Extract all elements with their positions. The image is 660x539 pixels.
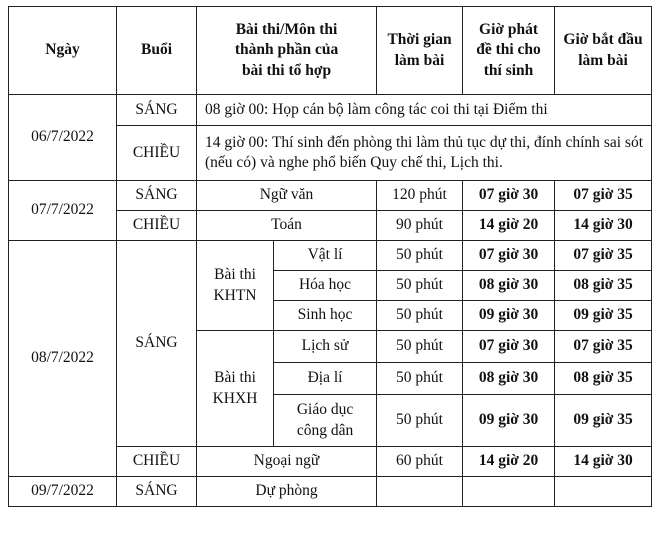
distribution-time-cell: 09 giờ 30 <box>463 301 555 331</box>
exam-schedule-table <box>8 6 652 507</box>
distribution-time-cell: 14 giờ 20 <box>463 211 555 241</box>
date-cell: 07/7/2022 <box>9 181 117 241</box>
date-cell: 09/7/2022 <box>9 477 117 507</box>
header-row <box>9 7 652 95</box>
start-time-cell <box>555 477 652 507</box>
session-cell: CHIỀU <box>117 211 197 241</box>
session-cell: SÁNG <box>117 477 197 507</box>
distribution-time-cell: 08 giờ 30 <box>463 271 555 301</box>
header-subject: Bài thi/Môn thi thành phần của bài thi tổ hợp <box>197 7 377 95</box>
distribution-time-cell: 07 giờ 30 <box>463 331 555 363</box>
subject-cell: Toán <box>197 211 377 241</box>
session-cell: SÁNG <box>117 95 197 126</box>
session-cell: CHIỀU <box>117 126 197 181</box>
header-start-time: Giờ bắt đầu làm bài <box>555 7 652 95</box>
start-time-cell: 07 giờ 35 <box>555 181 652 211</box>
duration-cell: 50 phút <box>377 363 463 395</box>
start-time-cell: 14 giờ 30 <box>555 447 652 477</box>
duration-cell: 90 phút <box>377 211 463 241</box>
distribution-time-cell: 07 giờ 30 <box>463 181 555 211</box>
date-cell: 06/7/2022 <box>9 95 117 181</box>
header-date: Ngày <box>9 7 117 95</box>
distribution-time-cell: 14 giờ 20 <box>463 447 555 477</box>
duration-cell: 50 phút <box>377 331 463 363</box>
distribution-time-cell <box>463 477 555 507</box>
start-time-cell: 07 giờ 35 <box>555 241 652 271</box>
table-row <box>9 181 652 211</box>
combo-exam-cell: Bài thi KHXH <box>197 331 274 447</box>
header-distribution-time: Giờ phát đề thi cho thí sinh <box>463 7 555 95</box>
duration-cell <box>377 477 463 507</box>
duration-cell: 50 phút <box>377 241 463 271</box>
duration-cell: 60 phút <box>377 447 463 477</box>
header-duration: Thời gian làm bài <box>377 7 463 95</box>
duration-cell: 120 phút <box>377 181 463 211</box>
duration-cell: 50 phút <box>377 395 463 447</box>
subject-cell: Dự phòng <box>197 477 377 507</box>
session-cell: SÁNG <box>117 241 197 447</box>
start-time-cell: 08 giờ 35 <box>555 271 652 301</box>
start-time-cell: 09 giờ 35 <box>555 395 652 447</box>
session-cell: SÁNG <box>117 181 197 211</box>
session-cell: CHIỀU <box>117 447 197 477</box>
combo-exam-cell: Bài thi KHTN <box>197 241 274 331</box>
distribution-time-cell: 08 giờ 30 <box>463 363 555 395</box>
start-time-cell: 09 giờ 35 <box>555 301 652 331</box>
subject-cell: Ngữ văn <box>197 181 377 211</box>
subject-cell: Hóa học <box>274 271 377 301</box>
start-time-cell: 14 giờ 30 <box>555 211 652 241</box>
distribution-time-cell: 09 giờ 30 <box>463 395 555 447</box>
header-session: Buổi <box>117 7 197 95</box>
note-cell: 08 giờ 00: Họp cán bộ làm công tác coi thi tại Điểm thi <box>197 95 652 126</box>
table-row <box>9 477 652 507</box>
subject-cell: Lịch sử <box>274 331 377 363</box>
table-row <box>9 95 652 126</box>
subject-cell: Vật lí <box>274 241 377 271</box>
distribution-time-cell: 07 giờ 30 <box>463 241 555 271</box>
start-time-cell: 08 giờ 35 <box>555 363 652 395</box>
date-cell: 08/7/2022 <box>9 241 117 477</box>
start-time-cell: 07 giờ 35 <box>555 331 652 363</box>
duration-cell: 50 phút <box>377 301 463 331</box>
subject-cell: Địa lí <box>274 363 377 395</box>
note-cell: 14 giờ 00: Thí sinh đến phòng thi làm thủ tục dự thi, đính chính sai sót (nếu có) và nghe phổ biến Quy chế thi, Lịch thi. <box>197 126 652 181</box>
subject-cell: Giáo dục công dân <box>274 395 377 447</box>
table-row <box>9 241 652 271</box>
duration-cell: 50 phút <box>377 271 463 301</box>
subject-cell: Ngoại ngữ <box>197 447 377 477</box>
subject-cell: Sinh học <box>274 301 377 331</box>
